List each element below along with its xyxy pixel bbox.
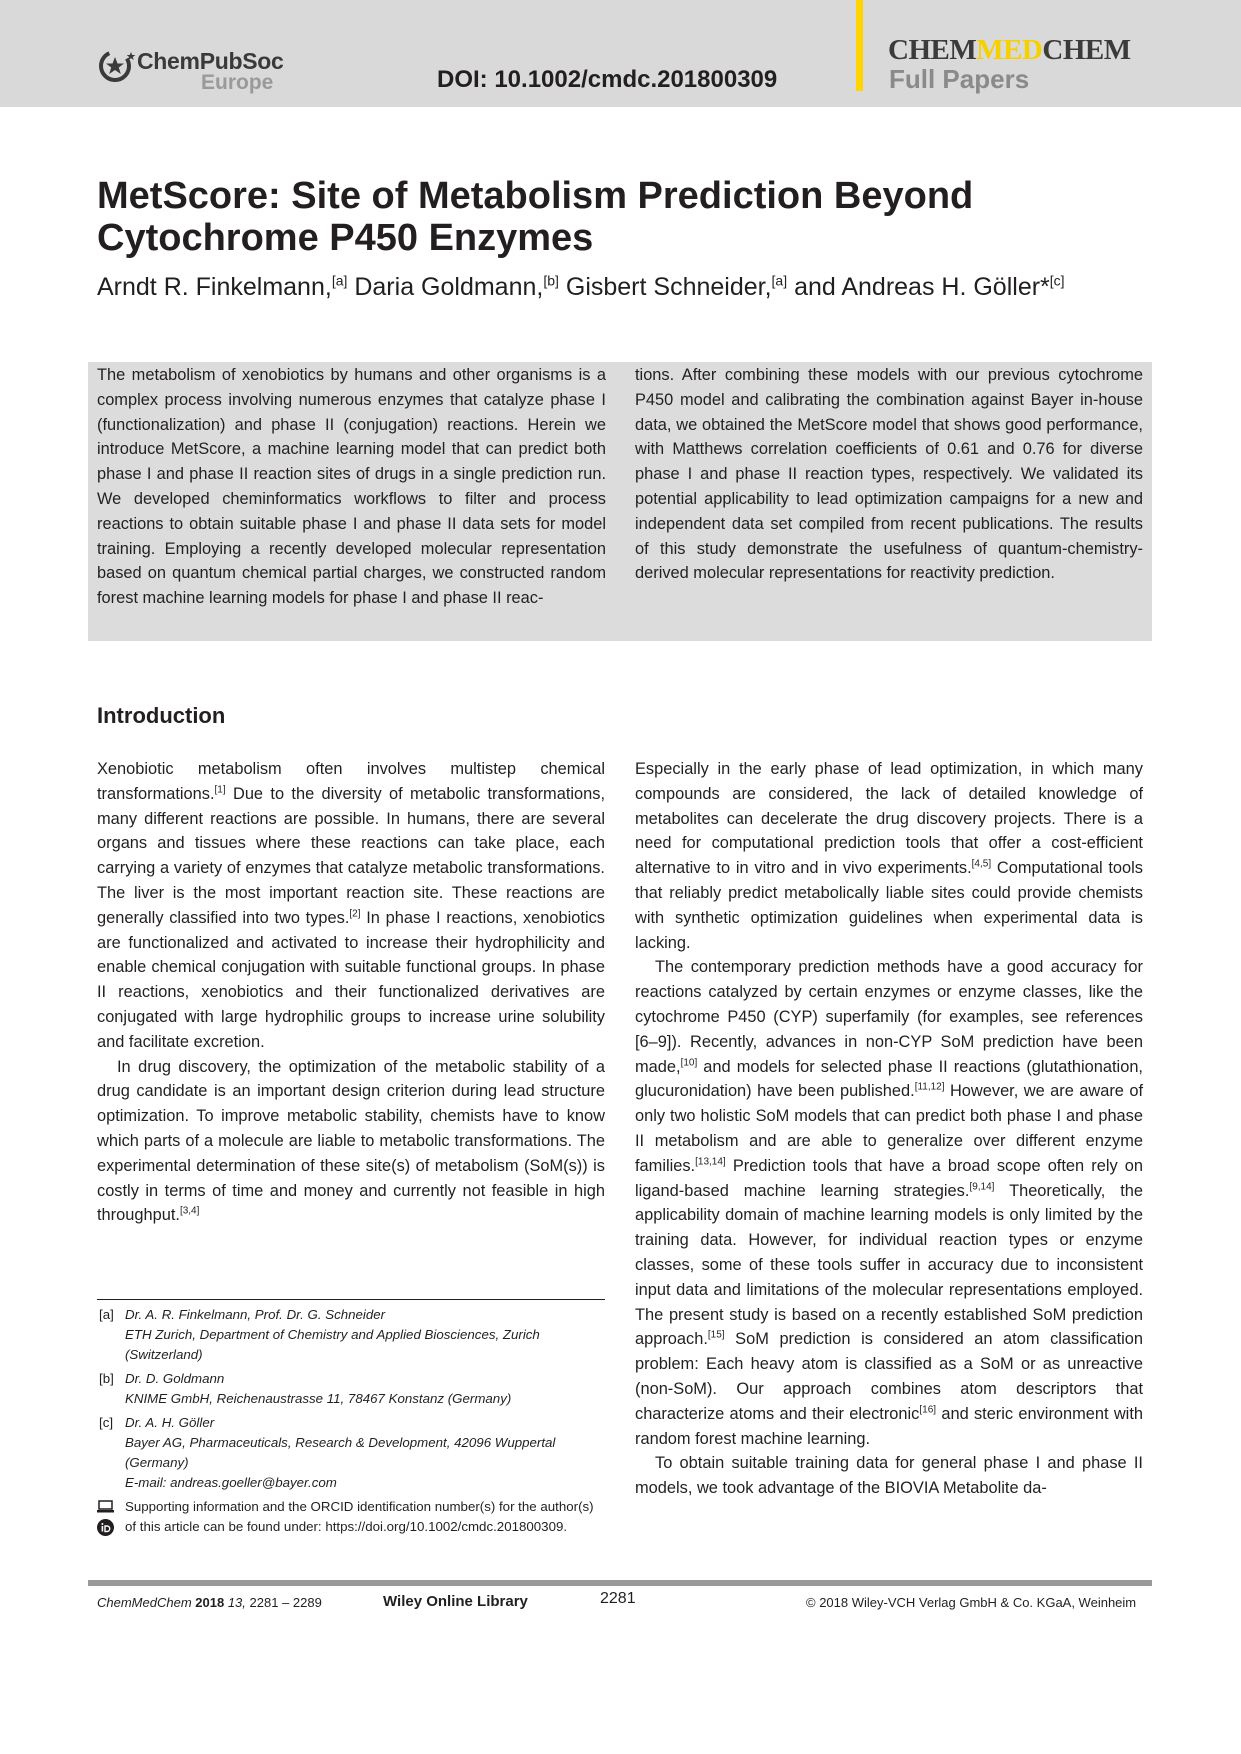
wiley-online-library-link[interactable]: Wiley Online Library [383, 1593, 528, 1610]
affiliation-footnote [97, 1413, 607, 1493]
page-number: 2281 [600, 1590, 636, 1607]
footnote-line: Dr. A. H. Göller [125, 1415, 215, 1430]
citation-reference[interactable]: [2] [349, 908, 361, 920]
journal-name [888, 34, 1131, 67]
orcid-icon [97, 1519, 114, 1536]
footnote-line: KNIME GmbH, Reichenaustrasse 11, 78467 Konstanz (Germany) [125, 1391, 512, 1406]
citation-reference[interactable]: [9,14] [969, 1181, 995, 1193]
footnote-email: E-mail: andreas.goeller@bayer.com [125, 1475, 337, 1490]
footer-journal: ChemMedChem [97, 1595, 192, 1610]
body-left-column [97, 757, 605, 1228]
citation-reference[interactable]: [10] [680, 1057, 698, 1069]
author-name: Daria Goldmann, [347, 273, 544, 301]
footer-volume: 13, [227, 1595, 246, 1610]
author-affiliation: [c] [1049, 272, 1065, 289]
author-affiliation: [a] [771, 272, 788, 289]
author-list [97, 273, 1065, 302]
author-name: Arndt R. Finkelmann, [97, 273, 332, 301]
doi-label: DOI: 10.1002/cmdc.201800309 [437, 66, 778, 93]
author-name: Gisbert Schneider, [558, 273, 772, 301]
journal-name-accent: MED [976, 34, 1043, 66]
section-label: Full Papers [889, 64, 1030, 94]
footnote-line: Dr. A. R. Finkelmann, Prof. Dr. G. Schneider [125, 1307, 386, 1322]
publisher-name: ChemPubSoc [137, 48, 284, 74]
footnote-line: Bayer AG, Pharmaceuticals, Research & Development, 42096 Wuppertal (Germany) [125, 1435, 556, 1470]
citation-reference[interactable]: [11,12] [914, 1081, 945, 1093]
citation-reference[interactable]: [16] [919, 1404, 937, 1416]
copyright-notice: © 2018 Wiley-VCH Verlag GmbH & Co. KGaA, Weinheim [806, 1595, 1137, 1610]
citation-reference[interactable]: [15] [707, 1329, 725, 1341]
footnotes [97, 1305, 607, 1537]
author-affiliation: [b] [543, 272, 559, 289]
supporting-info-note [97, 1497, 607, 1537]
footnote-line: Dr. D. Goldmann [125, 1371, 225, 1386]
affiliation-footnote [97, 1369, 607, 1409]
footer-citation [97, 1595, 322, 1610]
footnote-line: ETH Zurich, Department of Chemistry and Applied Biosciences, Zurich (Switzerland) [125, 1327, 540, 1362]
footer-pages: 2281 – 2289 [249, 1595, 322, 1610]
footnote-tag: [b] [99, 1371, 114, 1386]
footnote-tag: [c] [99, 1415, 114, 1430]
author-name: and Andreas H. Göller* [787, 273, 1050, 301]
footnote-tag: [a] [99, 1307, 114, 1322]
footer-rule [88, 1580, 1152, 1586]
paragraph: To obtain suitable training data for general phase I and phase II models, we took advantage of the BIOVIA Metabolite da- [635, 1454, 1143, 1498]
journal-name-part: CHEM [1042, 34, 1131, 66]
publisher-region: Europe [201, 71, 274, 94]
paragraph: The contemporary prediction methods have a good accuracy for reactions catalyzed by certain enzymes or enzyme classes, like the cytochrome P450 (CYP) superfamily (for examples, see references [6–9]). Recently, advances in non-CYP SoM prediction have been made,[10] and models for selected phase II reactions (glutathionation, glucuronidation) have been published.[11,12] However, we are aware of only two holistic SoM models that can predict both phase I and phase II metabolism and are able to generalize over different enzyme families.[13,14] Prediction tools that have a broad scope often rely on ligand-based machine learning strategies.[9,14] Theoretically, the applicability domain of machine learning models is only limited by the training data. However, for individual reaction types or enzyme classes, some of these tools suffer in accuracy due to inconsistent input data and limitations of the molecular representations employed. The present study is based on a recently established SoM prediction approach.[15] SoM prediction is considered an atom classification problem: Each heavy atom is classified as a SoM or as unreactive (non-SoM). Our approach combines atom descriptors that characterize atoms and their electronic[16] and steric environment with random forest machine learning. [635, 958, 1144, 1448]
paragraph: Especially in the early phase of lead optimization, in which many compounds are considered, the lack of detailed knowledge of metabolites can decelerate the drug discovery projects. There is a need for computational prediction tools that offer a cost-efficient alternative to in vitro and in vivo experiments.[4,5] Computational tools that reliably predict metabolically liable sites could provide chemists with synthetic optimization guidelines when experimental data is lacking. [635, 760, 1144, 952]
journal-name-part: CHEM [888, 34, 977, 66]
body-right-column [635, 757, 1143, 1501]
citation-reference[interactable]: [3,4] [179, 1205, 200, 1217]
supporting-info-text: Supporting information and the ORCID identification number(s) for the author(s) of this article can be found under: https://doi.org/10.1002/cmdc.201800309. [125, 1499, 594, 1534]
chempubsoc-logo [97, 46, 287, 96]
footer-year: 2018 [195, 1595, 225, 1610]
citation-reference[interactable]: [13,14] [695, 1156, 726, 1168]
computer-icon [97, 1500, 114, 1513]
paragraph: In drug discovery, the optimization of the metabolic stability of a drug candidate is an important design criterion during lead structure optimization. To improve metabolic stability, chemists have to know which parts of a molecule are liable to metabolic transformations. The experimental determination of these site(s) of metabolism (SoM(s)) is costly in terms of time and money and currently not feasible in high throughput.[3,4] [97, 1057, 605, 1225]
footnote-divider [97, 1299, 605, 1300]
citation-reference[interactable]: [4,5] [971, 858, 992, 870]
introduction-heading: Introduction [97, 703, 226, 728]
citation-reference[interactable]: [1] [214, 784, 226, 796]
abstract-right-column: tions. After combining these models with our previous cytochrome P450 model and calibrating the combination against Bayer in-house data, we obtained the MetScore model that shows good performance, with Matthews correlation coefficients of 0.61 and 0.76 for diverse phase I and phase II reaction types, respectively. We validated its potential applicability to lead optimization campaigns for a new and independent data set compiled from recent publications. The results of this study demonstrate the usefulness of quantum-chemistry-derived molecular representations for reactivity prediction. [635, 366, 1143, 583]
journal-accent-bar [856, 0, 863, 91]
article-title: MetScore: Site of Metabolism Prediction Beyond Cytochrome P450 Enzymes [97, 175, 974, 259]
paragraph: Xenobiotic metabolism often involves multistep chemical transformations.[1] Due to the diversity of metabolic transformations, many different reactions are possible. In humans, there are several organs and tissues where these reactions can take place, each carrying a variety of enzymes that catalyze metabolic transformations. The liver is the most important reaction site. These reactions are generally classified into two types.[2] In phase I reactions, xenobiotics are functionalized and activated to increase their hydrophilicity and enable chemical conjugation with suitable functional groups. In phase II reactions, xenobiotics and their functionalized derivatives are conjugated with large hydrophilic groups to increase urine solubility and facilitate excretion. [97, 760, 605, 1051]
chempubsoc-star-icon [97, 46, 139, 88]
affiliation-footnote [97, 1305, 607, 1365]
author-affiliation: [a] [331, 272, 348, 289]
abstract-left-column: The metabolism of xenobiotics by humans and other organisms is a complex process involving numerous enzymes that catalyze phase I (functionalization) and phase II (conjugation) reactions. Herein we introduce MetScore, a machine learning model that can predict both phase I and phase II reaction sites of drugs in a single prediction run. We developed cheminformatics workflows to filter and process reactions to obtain suitable phase I and phase II data sets for model training. Employing a recently developed molecular representation based on quantum chemical partial charges, we constructed random forest machine learning models for phase I and phase II reac- [97, 366, 606, 608]
